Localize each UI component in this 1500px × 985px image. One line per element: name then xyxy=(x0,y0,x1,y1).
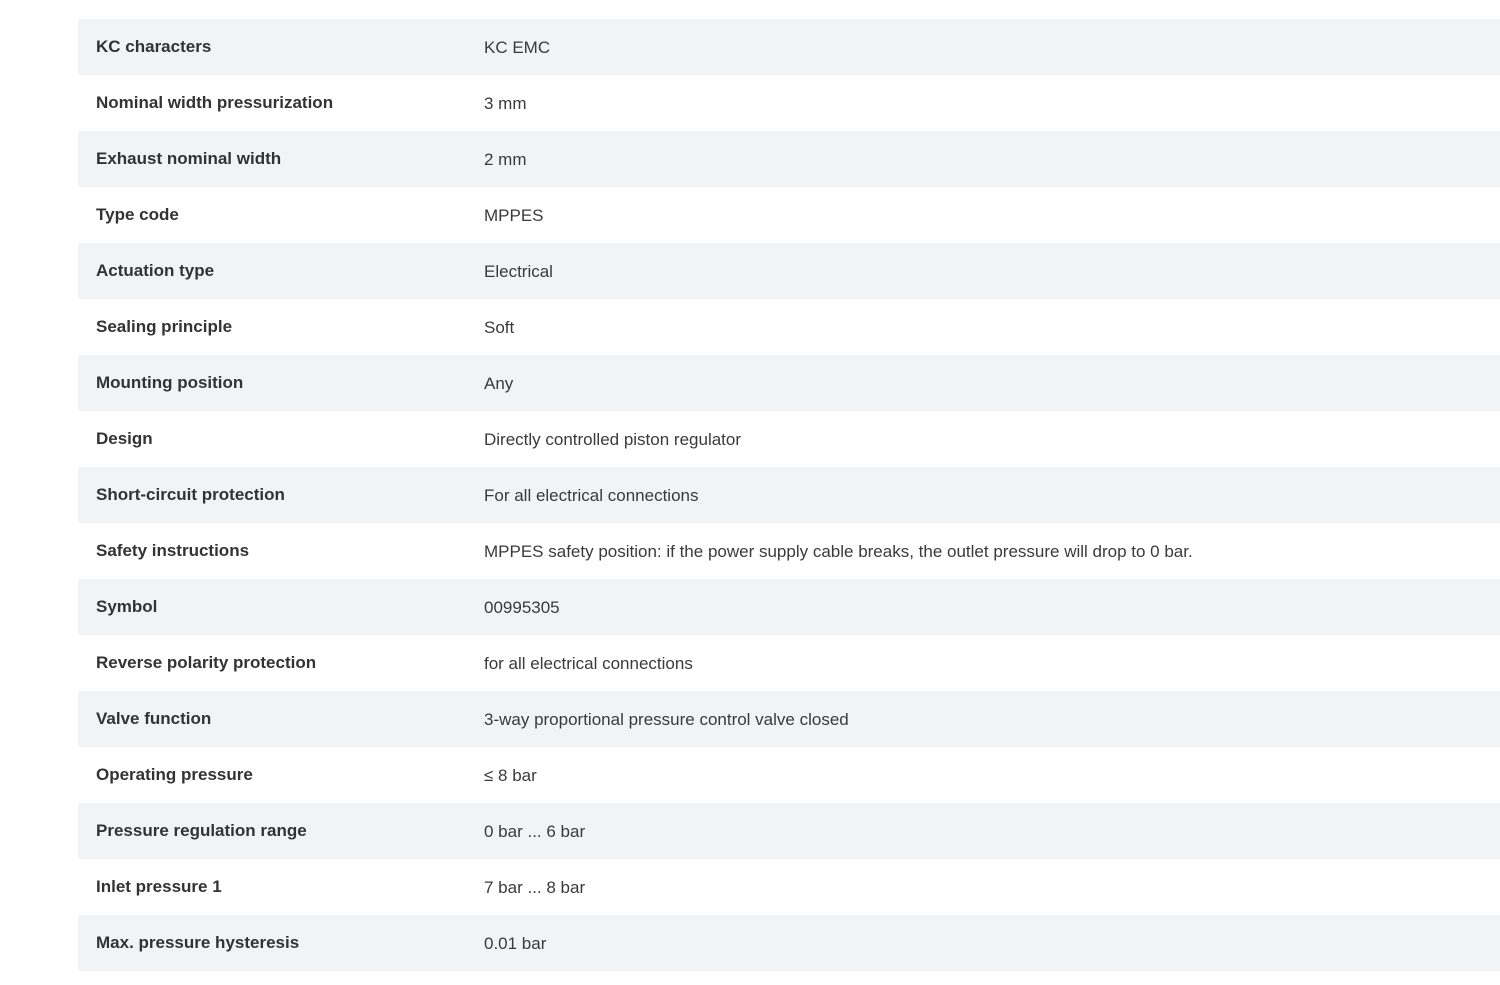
spec-row-inlet-pressure-1 xyxy=(78,859,1500,915)
spec-value: For all electrical connections xyxy=(484,486,699,505)
spec-value: 0.01 bar xyxy=(484,934,547,953)
spec-value: KC EMC xyxy=(484,38,551,57)
spec-value: Soft xyxy=(484,318,515,337)
spec-label: Type code xyxy=(96,205,179,224)
spec-value: Any xyxy=(484,374,514,393)
spec-row-actuation-type xyxy=(78,243,1500,299)
spec-label: Design xyxy=(96,429,153,448)
spec-label: Mounting position xyxy=(96,373,244,392)
spec-value: 0 bar ... 6 bar xyxy=(484,822,586,841)
spec-label: Operating pressure xyxy=(96,765,253,784)
spec-value: 7 bar ... 8 bar xyxy=(484,878,586,897)
spec-label: Valve function xyxy=(96,709,212,728)
spec-label: Exhaust nominal width xyxy=(96,149,282,168)
spec-label: Short-circuit protection xyxy=(96,485,285,504)
spec-row-kc-characters xyxy=(78,19,1500,75)
spec-row-valve-function xyxy=(78,691,1500,747)
spec-value: 2 mm xyxy=(484,150,527,169)
spec-label: Inlet pressure 1 xyxy=(96,877,222,896)
spec-value: for all electrical connections xyxy=(484,654,693,673)
spec-value: Directly controlled piston regulator xyxy=(484,430,742,449)
spec-row-safety-instructions xyxy=(78,523,1500,579)
spec-label: Pressure regulation range xyxy=(96,821,307,840)
spec-label: Actuation type xyxy=(96,261,215,280)
spec-row-type-code xyxy=(78,187,1500,243)
spec-row-design xyxy=(78,411,1500,467)
spec-row-nominal-width-pressurization xyxy=(78,75,1500,131)
spec-label: Nominal width pressurization xyxy=(96,93,334,112)
spec-row-mounting-position xyxy=(78,355,1500,411)
technical-data-table xyxy=(78,19,1500,971)
technical-data-body xyxy=(78,19,1500,971)
spec-row-max-pressure-hysteresis xyxy=(78,915,1500,971)
spec-label: Sealing principle xyxy=(96,317,233,336)
spec-value: 3 mm xyxy=(484,94,527,113)
spec-value: MPPES xyxy=(484,206,544,225)
spec-label: Max. pressure hysteresis xyxy=(96,933,300,952)
spec-value: MPPES safety position: if the power supply cable breaks, the outlet pressure will drop to 0 bar. xyxy=(484,542,1193,561)
spec-value: 00995305 xyxy=(484,598,560,617)
spec-value: Electrical xyxy=(484,262,553,281)
spec-row-operating-pressure xyxy=(78,747,1500,803)
spec-label: KC characters xyxy=(96,37,212,56)
spec-row-short-circuit-protection xyxy=(78,467,1500,523)
spec-row-exhaust-nominal-width xyxy=(78,131,1500,187)
spec-row-symbol xyxy=(78,579,1500,635)
spec-value: 3-way proportional pressure control valve closed xyxy=(484,710,849,729)
spec-value: ≤ 8 bar xyxy=(484,766,537,785)
spec-label: Symbol xyxy=(96,597,158,616)
spec-row-pressure-regulation-range xyxy=(78,803,1500,859)
spec-row-sealing-principle xyxy=(78,299,1500,355)
spec-label: Safety instructions xyxy=(96,541,250,560)
spec-row-reverse-polarity-protection xyxy=(78,635,1500,691)
spec-label: Reverse polarity protection xyxy=(96,653,317,672)
